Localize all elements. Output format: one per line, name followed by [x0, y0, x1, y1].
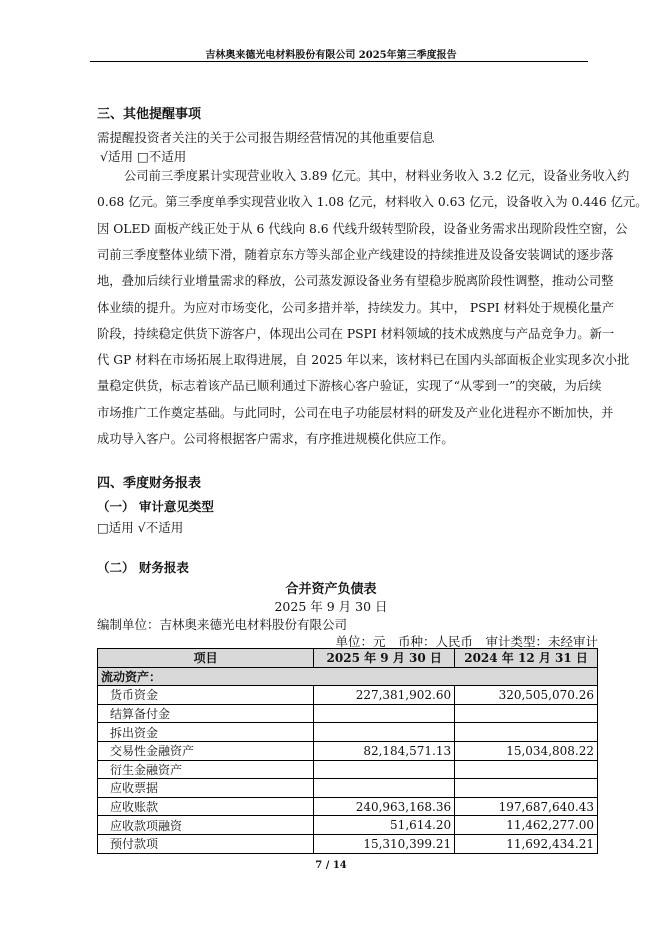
- column-header-current: 2025 年 9 月 30 日: [314, 649, 455, 668]
- cell-item: 衍生金融资产: [98, 760, 314, 779]
- cell-current: 51,614.20: [314, 816, 455, 835]
- paragraph-line: 因 OLED 面板产线正处于从 6 代线向 8.6 代线升级转型阶段，设备业务需求出现阶段性空窗，公: [97, 221, 628, 236]
- page-header: 吉林奥来德光电材料股份有限公司 2025年第三季度报告: [205, 50, 457, 61]
- table-row: [98, 741, 598, 760]
- section4-title: 四、季度财务报表: [97, 476, 202, 491]
- cell-current: [314, 779, 455, 798]
- cell-current: 227,381,902.60: [314, 686, 455, 705]
- audit-opinion-applicability: □适用 √不适用: [97, 520, 184, 535]
- header-rule: [90, 61, 588, 62]
- financial-statements-heading: （二） 财务报表: [97, 560, 189, 575]
- cell-current: 240,963,168.36: [314, 797, 455, 816]
- paragraph-line: 体业绩的提升。为应对市场变化，公司多措并举，持续发力。其中， PSPI 材料处于规模化量产: [97, 300, 615, 315]
- cell-prior: [455, 704, 598, 723]
- cell-item: 应收款项融资: [98, 816, 314, 835]
- cell-current: 15,310,399.21: [314, 834, 455, 853]
- paragraph-line: 司前三季度整体业绩下滑，随着京东方等头部企业产线建设的持续推进及设备安装调试的逐步落: [97, 247, 614, 262]
- audit-opinion-heading: （一） 审计意见类型: [97, 499, 214, 514]
- cell-prior: [455, 760, 598, 779]
- paragraph-line: 市场推广工作奠定基础。与此同时，公司在电子功能层材料的研发及产业化进程亦不断加快，并: [97, 405, 614, 420]
- table-row: [98, 723, 598, 742]
- paragraph-line: 阶段，持续稳定供货下游客户，体现出公司在 PSPI 材料领域的技术成熟度与产品竞争力。新一: [97, 326, 615, 341]
- paragraph-line: 量稳定供货，标志着该产品已顺利通过下游核心客户验证，实现了“从零到一”的突破，为后续: [97, 379, 602, 394]
- table-row: [98, 760, 598, 779]
- paragraph-line: 代 GP 材料在市场拓展上取得进展，自 2025 年以来，该材料已在国内头部面板企业实现多次小批: [97, 353, 630, 368]
- cell-item: 应收账款: [98, 797, 314, 816]
- cell-current: [314, 723, 455, 742]
- paragraph-line: 0.68 亿元。第三季度单季实现营业收入 1.08 亿元，材料收入 0.63 亿元，设备收入为 0.446 亿元。: [97, 195, 648, 210]
- table-row: [98, 686, 598, 705]
- section3-title: 三、其他提醒事项: [97, 107, 202, 122]
- balance-sheet-date: 2025 年 9 月 30 日: [274, 599, 388, 614]
- balance-sheet-table: [97, 648, 598, 854]
- cell-prior: [455, 723, 598, 742]
- cell-item: 货币资金: [98, 686, 314, 705]
- cell-item: 预付款项: [98, 834, 314, 853]
- table-row: [98, 704, 598, 723]
- cell-item: 应收票据: [98, 779, 314, 798]
- section3-applicability: √适用 □不适用: [100, 149, 187, 164]
- units-line: 单位：元 币种：人民币 审计类型：未经审计: [335, 634, 598, 649]
- paragraph-line: 地，叠加后续行业增量需求的释放，公司蒸发源设备业务有望稳步脱离阶段性调整，推动公司整: [97, 274, 614, 289]
- compiler: 编制单位：吉林奥来德光电材料股份有限公司: [97, 617, 348, 632]
- cell-current: 82,184,571.13: [314, 741, 455, 760]
- cell-prior: 320,505,070.26: [455, 686, 598, 705]
- cell-current: [314, 760, 455, 779]
- page-number: 7 / 14: [315, 860, 347, 871]
- table-row: [98, 797, 598, 816]
- table-row: [98, 834, 598, 853]
- section-label: 流动资产：: [98, 667, 598, 686]
- cell-item: 结算备付金: [98, 704, 314, 723]
- cell-prior: [455, 779, 598, 798]
- paragraph-line: 公司前三季度累计实现营业收入 3.89 亿元。其中，材料业务收入 3.2 亿元，设备业务收入约: [124, 169, 630, 183]
- column-header-item: 项目: [98, 649, 314, 668]
- paragraph-line: 成功导入客户。公司将根据客户需求，有序推进规模化供应工作。: [97, 432, 454, 446]
- section-row: [98, 667, 598, 686]
- cell-prior: 15,034,808.22: [455, 741, 598, 760]
- table-row: [98, 816, 598, 835]
- cell-item: 交易性金融资产: [98, 741, 314, 760]
- column-header-prior: 2024 年 12 月 31 日: [455, 649, 598, 668]
- cell-prior: 11,462,277.00: [455, 816, 598, 835]
- cell-current: [314, 704, 455, 723]
- cell-prior: 11,692,434.21: [455, 834, 598, 853]
- table-row: [98, 779, 598, 798]
- section3-subtitle: 需提醒投资者关注的关于公司报告期经营情况的其他重要信息: [97, 130, 435, 145]
- balance-sheet-title: 合并资产负债表: [285, 582, 377, 597]
- cell-prior: 197,687,640.43: [455, 797, 598, 816]
- cell-item: 拆出资金: [98, 723, 314, 742]
